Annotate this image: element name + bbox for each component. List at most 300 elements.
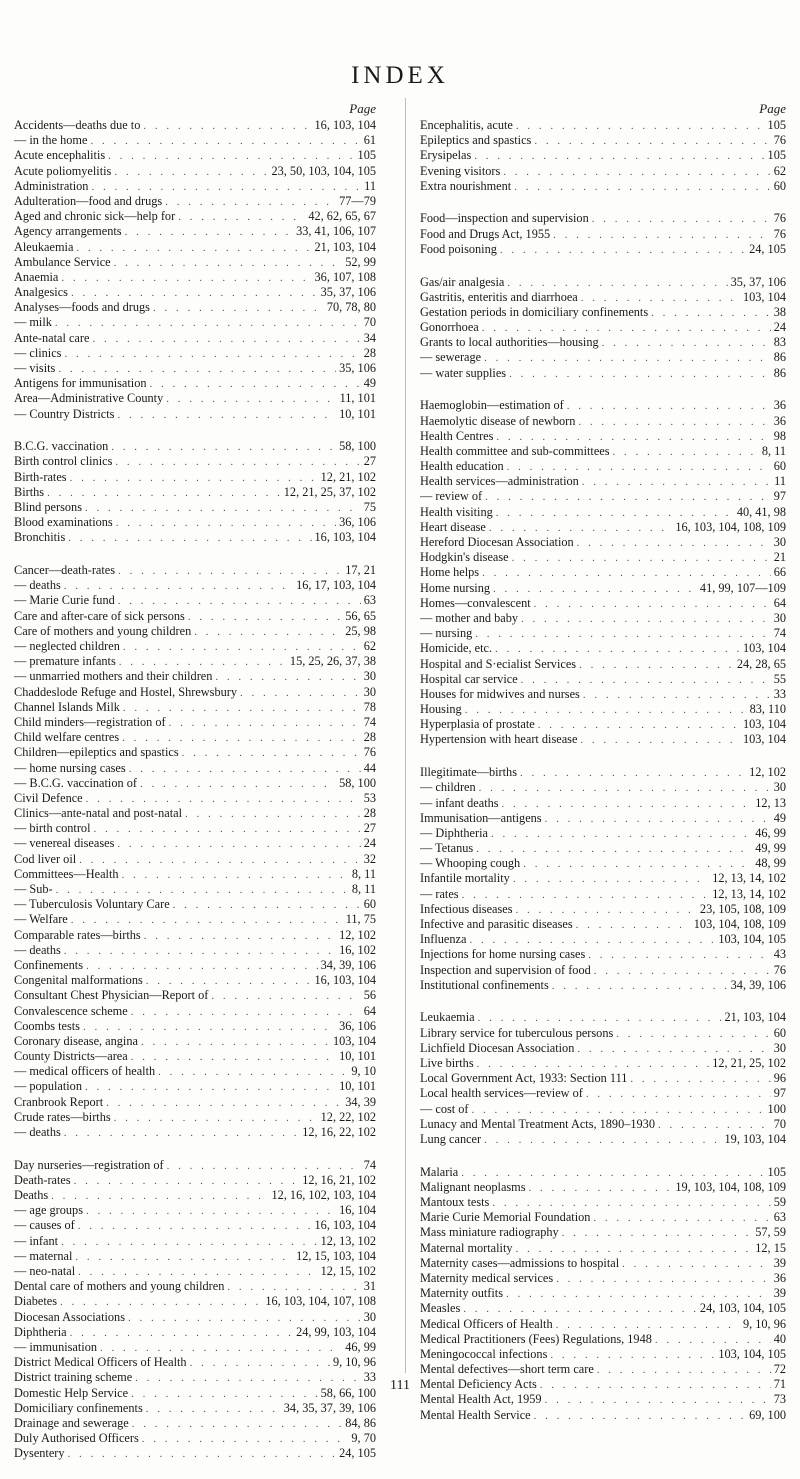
dot-leader [534, 134, 770, 148]
entry-pages: 33 [363, 1370, 376, 1385]
index-entry [14, 1325, 376, 1340]
entry-term: Library service for tuberculous persons [420, 1025, 614, 1040]
entry-term: Health visiting [420, 504, 493, 519]
entry-pages: 49 [773, 810, 786, 825]
entry-pages: 21 [773, 550, 786, 565]
entry-term: Cancer—death-rates [14, 563, 116, 578]
entry-term: — nursing [420, 626, 473, 641]
entry-pages: 24, 105 [749, 241, 786, 256]
column-divider [405, 98, 406, 1373]
entry-term: Heart disease [420, 519, 486, 534]
entry-pages: 98 [773, 428, 786, 443]
dot-leader [150, 377, 361, 391]
entry-pages: 30 [773, 535, 786, 549]
entry-pages: 44 [363, 760, 376, 775]
entry-term: Hypertension with heart disease [420, 732, 578, 747]
index-entry [14, 1416, 376, 1431]
dot-leader [94, 822, 361, 836]
index-entry [14, 1401, 376, 1416]
index-entry [14, 1249, 376, 1264]
index-entry [420, 444, 786, 459]
dot-leader [602, 336, 771, 350]
entry-term: Anaemia [14, 269, 59, 284]
dot-leader [122, 868, 349, 882]
entry-pages: 9, 70 [351, 1431, 376, 1446]
dot-leader [141, 1035, 330, 1049]
index-entry [420, 1165, 786, 1180]
dot-leader [108, 149, 354, 163]
index-entry [420, 902, 786, 917]
index-entry [14, 1340, 376, 1355]
index-entry [14, 240, 376, 255]
entry-pages: 36, 106 [339, 515, 376, 530]
index-entry [14, 806, 376, 821]
index-entry [420, 179, 786, 194]
entry-pages: 40, 41, 98 [736, 504, 786, 519]
index-entry [420, 702, 786, 717]
dot-leader [462, 888, 710, 902]
entry-term: Immunisation—antigens [420, 810, 542, 825]
index-entry [420, 796, 786, 811]
entry-pages: 48, 99 [755, 856, 786, 871]
entry-pages: 83, 110 [749, 702, 786, 717]
entry-pages: 46, 99 [345, 1339, 376, 1354]
dot-leader [489, 521, 672, 535]
entry-term: Local health services—review of [420, 1086, 583, 1101]
dot-leader [586, 1087, 771, 1101]
entry-term: District training scheme [14, 1370, 133, 1385]
entry-term: Death-rates [14, 1172, 71, 1187]
dot-leader [463, 1302, 697, 1316]
index-entry [14, 285, 376, 300]
entry-pages: 24, 103, 104, 105 [699, 1301, 786, 1316]
index-entry [420, 657, 786, 672]
dot-leader [521, 612, 771, 626]
entry-pages: 38 [773, 304, 786, 319]
entry-term: — population [14, 1079, 82, 1094]
dot-leader [507, 276, 727, 290]
dot-leader [190, 1356, 330, 1370]
entry-pages: 60 [773, 1025, 786, 1040]
entry-pages: 24, 105 [339, 1446, 376, 1461]
entry-pages: 36 [773, 1270, 786, 1285]
dot-leader [534, 1409, 746, 1423]
dot-leader [83, 1020, 336, 1034]
entry-term: Aged and chronic sick—help for [14, 209, 176, 224]
entry-term: — deaths [14, 578, 61, 593]
dot-leader [469, 933, 715, 947]
entry-pages: 16, 103, 104 [314, 530, 376, 545]
dot-leader [153, 301, 324, 315]
dot-leader [100, 1341, 342, 1355]
entry-term: — maternal [14, 1248, 73, 1263]
index-entry [14, 958, 376, 973]
index-entry [14, 1125, 376, 1140]
index-entry [14, 1203, 376, 1218]
index-entry [420, 641, 786, 656]
entry-term: Infectious diseases [420, 901, 513, 916]
entry-term: Child minders—registration of [14, 714, 166, 729]
index-entry [420, 1026, 786, 1041]
index-entry [420, 550, 786, 565]
dot-leader [125, 225, 294, 239]
entry-pages: 12, 102 [339, 927, 376, 942]
dot-leader [582, 475, 771, 489]
entry-term: — sewerage [420, 350, 482, 365]
dot-leader [131, 1005, 361, 1019]
index-entry [420, 672, 786, 687]
page-column-heading: Page [759, 101, 786, 116]
index-entry [14, 745, 376, 760]
entry-term: Epileptics and spastics [420, 133, 532, 148]
entry-pages: 34 [363, 330, 376, 345]
entry-pages: 58, 100 [339, 775, 376, 790]
dot-leader [594, 964, 771, 978]
index-entry [420, 1195, 786, 1210]
entry-pages: 60 [773, 459, 786, 474]
entry-pages: 16, 103, 104 [314, 973, 376, 988]
index-entry [420, 1392, 786, 1407]
entry-term: Hyperplasia of prostate [420, 717, 535, 732]
entry-term: Lichfield Diocesan Association [420, 1040, 575, 1055]
index-entry [420, 1117, 786, 1132]
index-groups [420, 118, 786, 1423]
index-entry [14, 776, 376, 791]
entry-term: Mental defectives—short term care [420, 1362, 594, 1377]
index-entry [14, 715, 376, 730]
dot-leader [465, 703, 747, 717]
dot-leader [523, 857, 752, 871]
entry-term: Dental care of mothers and young children [14, 1279, 225, 1294]
dot-leader [119, 655, 287, 669]
index-group [420, 1010, 786, 1147]
entry-pages: 30 [773, 780, 786, 795]
entry-pages: 11 [774, 474, 786, 489]
entry-pages: 24, 99, 103, 104 [296, 1324, 376, 1339]
entry-term: Mental Health Service [420, 1407, 531, 1422]
entry-pages: 24, 28, 65 [736, 656, 786, 671]
entry-term: — B.C.G. vaccination of [14, 775, 137, 790]
dot-leader [552, 979, 728, 993]
entry-pages: 34, 39, 106 [730, 977, 786, 992]
entry-term: Bronchitis [14, 530, 66, 545]
index-entry [14, 1173, 376, 1188]
entry-term: Gas/air analgesia [420, 274, 505, 289]
entry-pages: 86 [773, 365, 786, 380]
entry-pages: 30 [363, 669, 376, 684]
index-entry [420, 164, 786, 179]
entry-pages: 97 [773, 489, 786, 504]
entry-term: — Diphtheria [420, 825, 488, 840]
index-entry [14, 593, 376, 608]
dot-leader [477, 1057, 710, 1071]
dot-leader [581, 291, 740, 305]
dot-leader [493, 582, 697, 596]
index-entry [14, 500, 376, 515]
entry-term: — causes of [14, 1218, 75, 1233]
entry-pages: 30 [773, 1040, 786, 1055]
dot-leader [117, 408, 336, 422]
index-entry [420, 474, 786, 489]
entry-pages: 11 [364, 178, 376, 193]
entry-term: Gestation periods in domiciliary confinements [420, 304, 649, 319]
index-entry [14, 407, 376, 422]
entry-term: Ambulance Service [14, 254, 111, 269]
entry-term: — deaths [14, 1125, 61, 1139]
dot-leader [502, 797, 753, 811]
entry-term: Diocesan Associations [14, 1309, 125, 1324]
dot-leader [178, 210, 305, 224]
index-entry [14, 439, 376, 454]
dot-leader [211, 989, 360, 1003]
index-entry [14, 867, 376, 882]
dot-leader [86, 1204, 336, 1218]
index-group [420, 398, 786, 747]
entry-pages: 12, 102 [749, 765, 786, 780]
index-entry [420, 275, 786, 290]
index-entry [14, 1158, 376, 1173]
dot-leader [516, 119, 765, 133]
entry-term: Maternity outfits [420, 1286, 503, 1301]
index-entry [14, 1079, 376, 1094]
index-entry [14, 791, 376, 806]
index-entry [14, 1446, 376, 1461]
dot-leader [577, 1042, 770, 1056]
entry-pages: 52, 99 [345, 254, 376, 269]
dot-leader [583, 688, 771, 702]
entry-term: Congenital malformations [14, 973, 143, 988]
index-group [14, 1158, 376, 1462]
index-entry [14, 624, 376, 639]
index-entry [420, 856, 786, 871]
entry-term: Gastritis, enteritis and diarrhoea [420, 289, 578, 304]
entry-pages: 9, 10 [351, 1064, 376, 1079]
entry-pages: 12, 16, 102, 103, 104 [271, 1188, 376, 1203]
dot-leader [516, 903, 697, 917]
entry-term: Home nursing [420, 580, 491, 595]
entry-term: Drainage and sewerage [14, 1415, 129, 1430]
index-entry [420, 305, 786, 320]
entry-term: Food—inspection and supervision [420, 211, 589, 226]
entry-pages: 39 [773, 1286, 786, 1301]
entry-term: — Tuberculosis Voluntary Care [14, 897, 170, 912]
dot-leader [68, 531, 311, 545]
dot-leader [61, 271, 311, 285]
dot-leader [622, 1257, 771, 1271]
entry-pages: 12, 15, 103, 104 [296, 1248, 376, 1263]
entry-term: — neglected children [14, 639, 120, 653]
entry-term: Meningococcal infections [420, 1346, 548, 1361]
entry-pages: 16, 17, 103, 104 [296, 578, 376, 593]
entry-term: Cod liver oil [14, 851, 77, 866]
dot-leader [496, 506, 734, 520]
entry-term: Crude rates—births [14, 1109, 111, 1124]
entry-term: Duly Authorised Officers [14, 1431, 139, 1446]
entry-pages: 70, 78, 80 [326, 300, 376, 315]
dot-leader [129, 762, 361, 776]
entry-pages: 28 [363, 806, 376, 821]
entry-pages: 21, 103, 104 [724, 1010, 786, 1025]
entry-pages: 58, 100 [339, 439, 376, 454]
index-entry [14, 224, 376, 239]
entry-pages: 35, 37, 106 [730, 274, 786, 289]
entry-term: Domestic Help Service [14, 1385, 129, 1400]
entry-term: Food and Drugs Act, 1955 [420, 226, 551, 241]
entry-term: Infective and parasitic diseases [420, 917, 573, 931]
index-entry [420, 887, 786, 902]
entry-pages: 60 [773, 178, 786, 193]
entry-term: Aleukaemia [14, 239, 74, 254]
dot-leader [479, 781, 771, 795]
page-column-heading: Page [349, 101, 376, 116]
dot-leader [123, 640, 361, 654]
index-entry [14, 988, 376, 1003]
entry-term: — mother and baby [420, 610, 519, 625]
dot-leader [474, 149, 764, 163]
dot-leader [64, 944, 336, 958]
entry-pages: 62 [363, 639, 376, 653]
entry-pages: 12, 22, 102 [320, 1109, 376, 1124]
entry-term: Care of mothers and young children [14, 623, 192, 638]
dot-leader [90, 134, 360, 148]
dot-leader [167, 1159, 361, 1173]
entry-term: Extra nourishment [420, 178, 512, 193]
entry-term: Birth-rates [14, 469, 67, 484]
entry-term: Health Centres [420, 428, 494, 443]
index-entry [420, 732, 786, 747]
entry-pages: 8, 11 [761, 443, 786, 458]
index-entry [14, 1034, 376, 1049]
index-entry [14, 1234, 376, 1249]
index-entry [14, 1188, 376, 1203]
entry-term: Blind persons [14, 500, 82, 514]
entry-pages: 76 [363, 745, 376, 760]
entry-term: — Marie Curie fund [14, 593, 115, 608]
entry-term: Analyses—foods and drugs [14, 300, 150, 315]
index-entry [14, 1095, 376, 1110]
entry-term: Homes—convalescent [420, 595, 531, 610]
entry-term: Committees—Health [14, 866, 119, 881]
entry-term: Housing [420, 702, 462, 717]
dot-leader [550, 1348, 715, 1362]
index-group [420, 118, 786, 194]
entry-pages: 36, 107, 108 [314, 269, 376, 284]
index-entry [14, 912, 376, 927]
entry-pages: 35, 106 [339, 361, 376, 375]
dot-leader [545, 1393, 771, 1407]
dot-leader [482, 566, 771, 580]
entry-pages: 12, 16, 21, 102 [302, 1172, 376, 1187]
page-title: INDEX [351, 62, 449, 89]
entry-term: Live births [420, 1056, 474, 1070]
entry-term: Child welfare centres [14, 730, 120, 745]
entry-term: Acute encephalitis [14, 148, 106, 163]
index-entry [14, 669, 376, 684]
index-entry [420, 1347, 786, 1362]
index-entry [420, 1408, 786, 1423]
index-entry [420, 1256, 786, 1271]
index-entry [420, 1041, 786, 1056]
entry-term: — medical officers of health [14, 1064, 156, 1079]
entry-term: Lung cancer [420, 1131, 482, 1146]
index-entry [420, 1362, 786, 1377]
dot-leader [630, 1072, 770, 1086]
dot-leader [64, 579, 293, 593]
entry-pages: 23, 105, 108, 109 [699, 901, 786, 916]
entry-pages: 76 [773, 211, 786, 226]
index-entry [420, 535, 786, 550]
dot-leader [588, 948, 770, 962]
index-entry [14, 1019, 376, 1034]
entry-pages: 11, 75 [345, 912, 376, 927]
index-entry [420, 350, 786, 365]
entry-pages: 100 [767, 1101, 786, 1116]
index-group [420, 211, 786, 257]
entry-pages: 103, 104 [332, 1033, 376, 1048]
dot-leader [146, 974, 312, 988]
dot-leader [240, 686, 361, 700]
entry-term: Domiciliary confinements [14, 1400, 143, 1415]
index-entry [14, 730, 376, 745]
entry-term: — age groups [14, 1203, 83, 1218]
entry-term: Consultant Chest Physician—Report of [14, 988, 209, 1003]
entry-pages: 28 [363, 345, 376, 360]
entry-pages: 10, 101 [339, 1049, 376, 1064]
entry-pages: 15, 25, 26, 37, 38 [289, 654, 376, 669]
entry-term: Mantoux tests [420, 1195, 490, 1209]
entry-term: — premature infants [14, 654, 116, 669]
index-column-right [420, 100, 786, 1440]
entry-term: Grants to local authorities—housing [420, 335, 599, 350]
entry-pages: 72 [773, 1362, 786, 1377]
dot-leader [71, 286, 318, 300]
index-group [14, 439, 376, 545]
dot-leader [507, 460, 771, 474]
entry-pages: 41, 99, 107—109 [699, 580, 786, 595]
entry-term: — Country Districts [14, 406, 115, 421]
entry-pages: 12, 15 [755, 1240, 786, 1255]
index-entry [420, 505, 786, 520]
dot-leader [71, 913, 343, 927]
index-entry [14, 194, 376, 209]
entry-term: Health committee and sub-committees [420, 443, 610, 458]
dot-leader [64, 1126, 299, 1140]
index-entry [14, 209, 376, 224]
entry-pages: 12, 13, 14, 102 [712, 871, 786, 886]
entry-pages: 34, 39, 106 [320, 957, 376, 972]
index-entry [420, 1010, 786, 1025]
entry-term: Gonorrhoea [420, 320, 479, 335]
dot-leader [215, 670, 360, 684]
dot-leader [492, 1196, 770, 1210]
dot-leader [55, 316, 361, 330]
entry-pages: 73 [773, 1392, 786, 1407]
dot-leader [579, 658, 734, 672]
dot-leader [111, 440, 336, 454]
dot-leader [91, 180, 361, 194]
index-entry [420, 826, 786, 841]
index-entry [420, 626, 786, 641]
entry-pages: 28 [363, 730, 376, 745]
index-entry [14, 897, 376, 912]
index-entry [420, 211, 786, 226]
entry-term: — infant [14, 1233, 59, 1248]
index-entry [14, 346, 376, 361]
entry-term: Birth control clinics [14, 454, 113, 469]
index-entry [420, 1286, 786, 1301]
index-entry [14, 470, 376, 485]
entry-term: Mental Health Act, 1959 [420, 1392, 542, 1407]
